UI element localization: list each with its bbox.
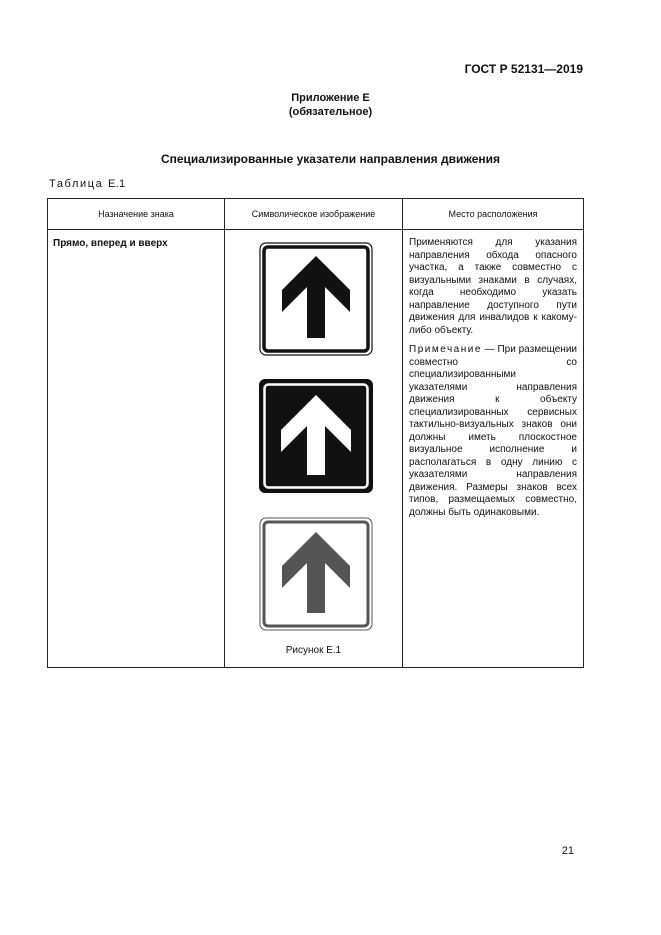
table-caption <box>49 178 125 190</box>
appendix-subtitle: (обязательное) <box>288 106 373 118</box>
placement-note <box>409 344 577 519</box>
section-title: Специализированные указатели направления движения <box>160 152 501 166</box>
appendix-heading <box>0 91 661 119</box>
note-text: — При размещении совместно со специализированными указателями направления движения к объекту специализированных сервисных тактильно-визуальных знаков они должны иметь плоскостное визуальное исполнение и располагаться в одну линию с указателями направления движения. Размеры знаков всех типов, размещаемых совместно, должны быть одинаковыми. <box>409 344 577 518</box>
signs-table <box>47 198 584 668</box>
sign-purpose: Прямо, вперед и вверх <box>48 230 225 668</box>
symbol-cell <box>225 230 403 668</box>
placement-cell <box>403 230 584 668</box>
table-caption-number: Е.1 <box>108 178 126 190</box>
figure-caption: Рисунок Е.1 <box>285 645 342 656</box>
note-label: Примечание <box>409 344 482 355</box>
table-caption-label: Таблица <box>49 178 104 190</box>
table-header-row <box>48 199 584 230</box>
header-symbol: Символическое изображение <box>225 199 403 230</box>
sign-black-arrow-on-white <box>259 242 373 356</box>
header-placement: Место расположения <box>403 199 584 230</box>
sign-gray-arrow-on-white <box>259 517 373 631</box>
document-code: ГОСТ Р 52131—2019 <box>464 62 583 76</box>
placement-text: Применяются для указания направления обхода опасного участка, а также совместно с визуальными знаками в случаях, когда необходимо указать направление доступного пути движения для инвалидов к какому-либо объекту. <box>409 237 577 336</box>
table-row <box>48 230 584 668</box>
page-number: 21 <box>561 845 574 857</box>
appendix-title: Приложение Е <box>291 92 370 104</box>
header-purpose: Назначение знака <box>48 199 225 230</box>
sign-white-arrow-on-black <box>259 379 373 493</box>
